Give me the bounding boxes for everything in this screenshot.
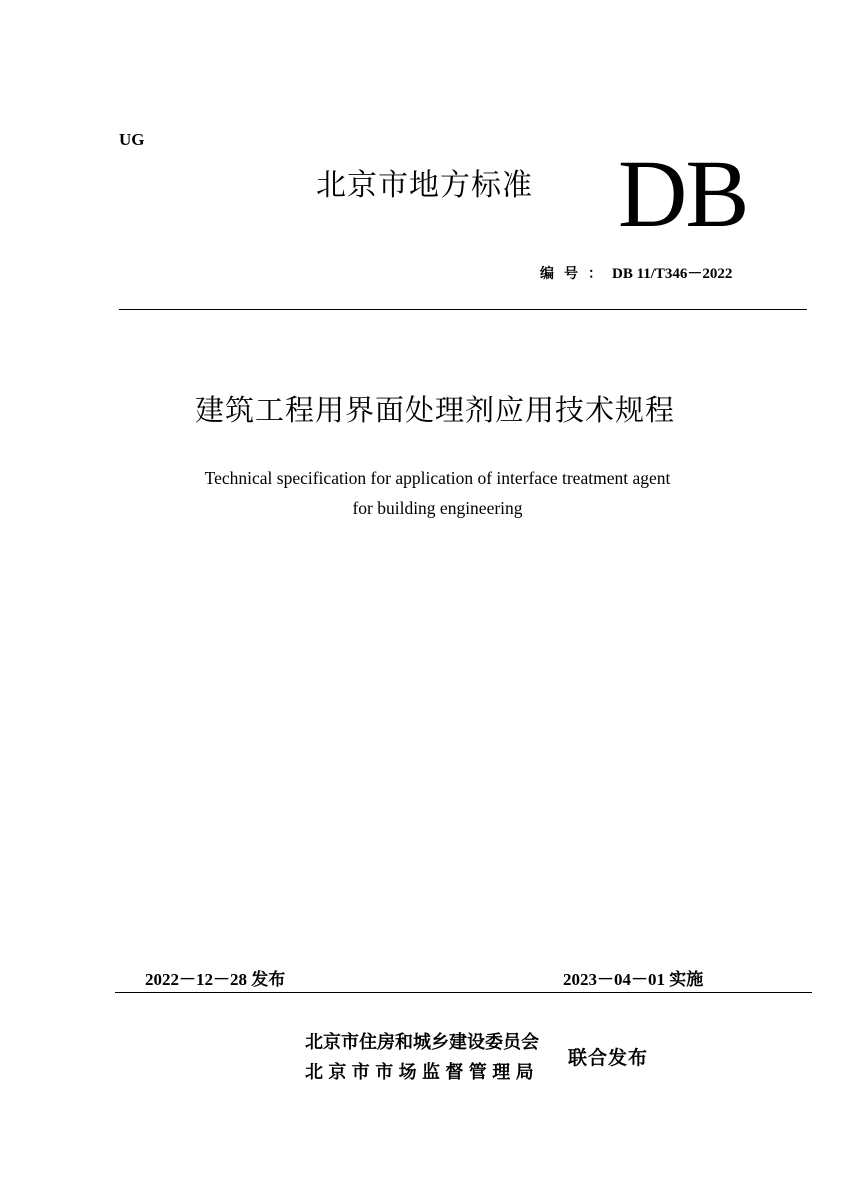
- issuer-market-bureau: 北京市市场监督管理局: [305, 1062, 539, 1083]
- db-mark: DB: [618, 140, 748, 247]
- standard-category: 北京市地方标准: [316, 168, 533, 203]
- title-english-line-1: Technical specification for application of interface treatment agent: [204, 468, 671, 488]
- effective-date: 2023－04－01 实施: [563, 970, 704, 989]
- issue-date: 2022－12－28 发布: [145, 970, 286, 989]
- joint-issue-label: 联合发布: [568, 1047, 649, 1069]
- standard-number-value: DB 11/T346－2022: [612, 266, 733, 282]
- standard-number-label: 编号：: [540, 266, 612, 282]
- title-english-line-2: for building engineering: [352, 498, 523, 518]
- title-chinese: 建筑工程用界面处理剂应用技术规程: [194, 393, 675, 427]
- standard-number: [540, 262, 732, 283]
- ics-code: UG: [119, 130, 145, 149]
- title-english: [0, 463, 850, 523]
- bottom-divider: [115, 992, 812, 993]
- top-divider: [119, 309, 807, 310]
- issuer-housing-commission: 北京市住房和城乡建设委员会: [305, 1032, 539, 1053]
